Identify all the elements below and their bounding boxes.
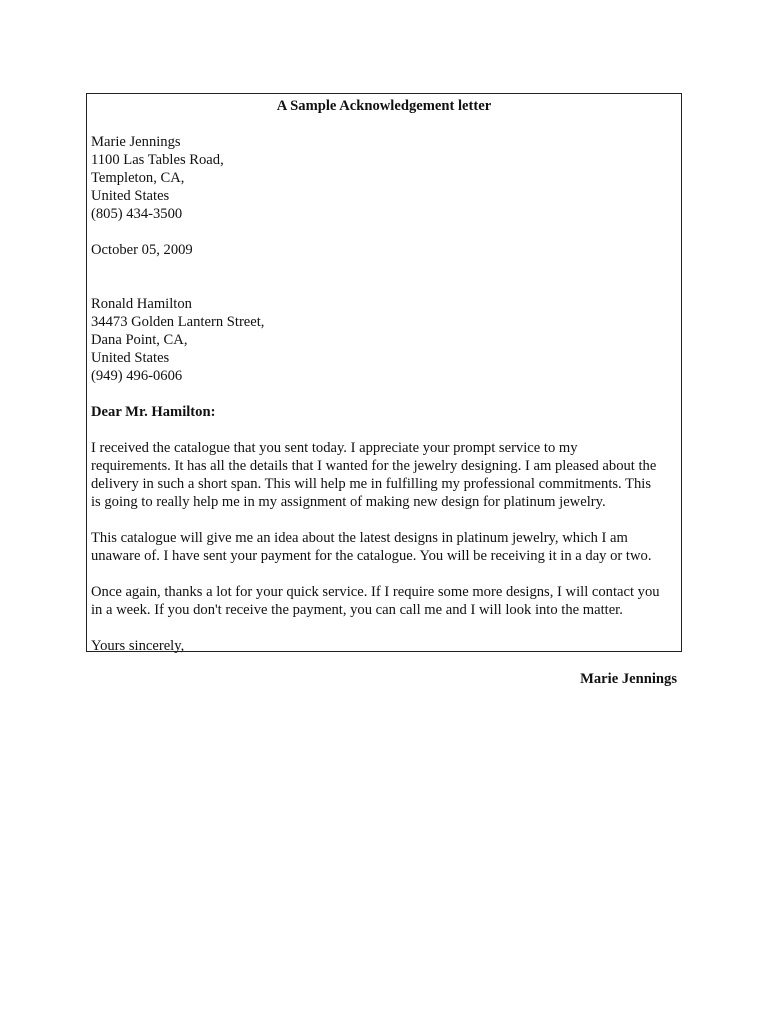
- recipient-name: Ronald Hamilton: [91, 296, 192, 312]
- paragraph-line: requirements. It has all the details that I wanted for the jewelry designing. I am pleased about the: [91, 458, 657, 474]
- paragraph-line: Once again, thanks a lot for your quick service. If I require some more designs, I will contact you: [91, 584, 660, 600]
- paragraph-line: in a week. If you don't receive the payment, you can call me and I will look into the matter.: [91, 602, 623, 618]
- body-paragraph-1: [91, 439, 677, 511]
- paragraph-line: is going to really help me in my assignment of making new design for platinum jewelry.: [91, 494, 606, 510]
- paragraph-line: delivery in such a short span. This will help me in fulfilling my professional commitments. This: [91, 476, 652, 492]
- closing: Yours sincerely,: [91, 638, 185, 654]
- recipient-street: 34473 Golden Lantern Street,: [91, 314, 265, 330]
- sender-country: United States: [91, 188, 170, 204]
- letter-date: October 05, 2009: [91, 242, 193, 258]
- recipient-address: [91, 295, 677, 385]
- letter-title: A Sample Acknowledgement letter: [276, 98, 492, 114]
- signature-name: Marie Jennings: [580, 671, 677, 687]
- paragraph-line: I received the catalogue that you sent today. I appreciate your prompt service to my: [91, 440, 578, 456]
- salutation: Dear Mr. Hamilton:: [91, 404, 216, 420]
- paragraph-line: This catalogue will give me an idea about the latest designs in platinum jewelry, which I am: [91, 530, 628, 546]
- recipient-country: United States: [91, 350, 170, 366]
- recipient-phone: (949) 496-0606: [91, 368, 183, 384]
- sender-phone: (805) 434-3500: [91, 206, 183, 222]
- sender-city: Templeton, CA,: [91, 170, 185, 186]
- letter-frame: [86, 93, 682, 652]
- sender-name: Marie Jennings: [91, 134, 181, 150]
- body-paragraph-3: [91, 583, 677, 619]
- recipient-city: Dana Point, CA,: [91, 332, 188, 348]
- sender-address: [91, 133, 677, 223]
- body-paragraph-2: [91, 529, 677, 565]
- sender-street: 1100 Las Tables Road,: [91, 152, 224, 168]
- paragraph-line: unaware of. I have sent your payment for the catalogue. You will be receiving it in a day or two.: [91, 548, 652, 564]
